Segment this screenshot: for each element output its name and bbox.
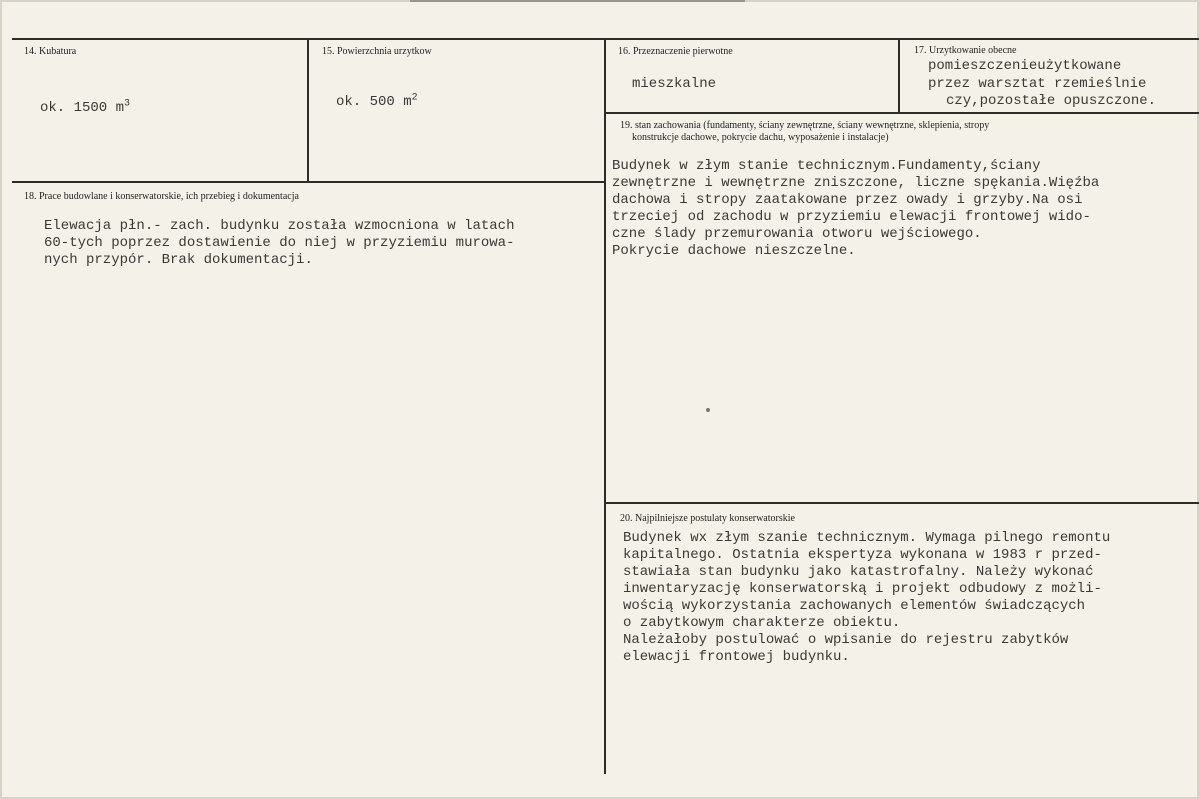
prace-label: 18. Prace budowlane i konserwatorskie, ich przebieg i dokumentacja	[24, 191, 299, 202]
przeznaczenie-label: 16. Przeznaczenie pierwotne	[618, 46, 733, 57]
postulaty-line: stawiała stan budynku jako katastrofalny. Należy wykonać	[623, 564, 1094, 580]
postulaty-line: Należałoby postulować o wpisanie do rejestru zabytków	[623, 632, 1069, 648]
postulaty-line: o zabytkowym charakterze obiektu.	[623, 615, 901, 631]
kubatura-unit-sup: 3	[124, 98, 131, 110]
prace-line: 60-tych poprzez dostawienie do niej w przyziemiu murowa-	[44, 235, 515, 251]
uzytkowanie-line: czy,pozostałe opuszczone.	[946, 93, 1157, 109]
section20-top-line	[606, 502, 1199, 504]
stan-line: dachowa i stropy zaatakowane przez owady i grzyby.Na osi	[612, 192, 1083, 208]
postulaty-line: inwentaryzację konserwatorską i projekt odbudowy z możli-	[623, 581, 1102, 597]
stan-line: zewnętrzne i wewnętrzne zniszczone, liczne spękania.Więźba	[612, 175, 1100, 191]
paper-speck	[706, 408, 710, 412]
top-edge-mark	[410, 0, 745, 2]
postulaty-line: elewacji frontowej budynku.	[623, 649, 850, 665]
powierzchnia-unit-sup: 2	[411, 92, 418, 104]
kubatura-value	[40, 100, 130, 118]
col-divider-16-17	[898, 38, 900, 114]
kubatura-label: 14. Kubatura	[24, 46, 77, 57]
powierzchnia-label: 15. Powierzchnia urzytkow	[322, 46, 432, 57]
stan-label-line: 19. stan zachowania (fundamenty, ściany zewnętrzne, ściany wewnętrzne, sklepienia, stropy	[620, 120, 990, 131]
postulaty-label: 20. Najpilniejsze postulaty konserwatorskie	[620, 513, 795, 524]
stan-line: Budynek w złym stanie technicznym.Fundamenty,ściany	[612, 158, 1041, 174]
col-divider-main	[604, 38, 606, 774]
stan-line: Pokrycie dachowe nieszczelne.	[612, 243, 856, 259]
powierzchnia-value	[336, 94, 418, 112]
stan-label-line: konstrukcje dachowe, pokrycie dachu, wyposażenie i instalacje)	[632, 132, 889, 143]
uzytkowanie-line: pomieszczenieużytkowane	[928, 58, 1122, 74]
prace-line: Elewacja płn.- zach. budynku została wzmocniona w latach	[44, 218, 515, 234]
postulaty-line: Budynek wx złym szanie technicznym. Wymaga pilnego remontu	[623, 530, 1111, 546]
uzytkowanie-line: przez warsztat rzemieślnie	[928, 76, 1147, 92]
kubatura-number: ok. 1500 m	[40, 100, 125, 116]
uzytkowanie-label: 17. Urzytkowanie obecne	[914, 45, 1017, 56]
postulaty-line: wością wykorzystania zachowanych elementów świadczących	[623, 598, 1086, 614]
powierzchnia-number: ok. 500 m	[336, 94, 412, 110]
row1-bottom-line-left	[12, 181, 606, 183]
stan-line: czne ślady przemurowania otworu wejściowego.	[612, 226, 982, 242]
col-divider-14-15	[307, 38, 309, 183]
stan-line: trzeciej od zachodu w przyziemiu elewacji frontowej wido-	[612, 209, 1091, 225]
przeznaczenie-value: mieszkalne	[632, 76, 717, 92]
prace-line: nych przypór. Brak dokumentacji.	[44, 252, 313, 268]
row1-bottom-line-right	[606, 112, 1199, 114]
postulaty-line: kapitalnego. Ostatnia ekspertyza wykonana w 1983 r przed-	[623, 547, 1102, 563]
